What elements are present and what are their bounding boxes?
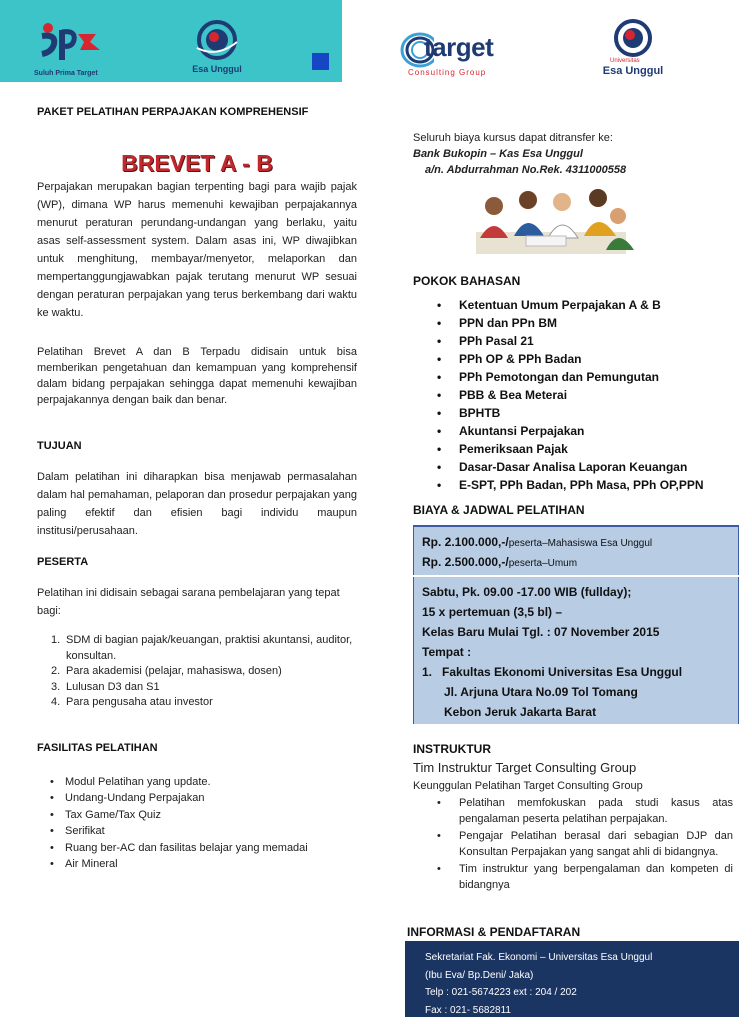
target-logo-sub: Consulting Group	[408, 68, 487, 77]
list-item: • Pemeriksaan Pajak	[413, 440, 733, 458]
list-item: 3. Lulusan D3 dan S1	[51, 680, 160, 693]
spt-logo-caption: Suluh Prima Target	[34, 70, 98, 77]
schedule-place: 1. Fakultas Ekonomi Universitas Esa Unggul	[422, 665, 683, 679]
list-item: • Serifikat	[37, 823, 357, 839]
list-item: • Modul Pelatihan yang update.	[37, 774, 357, 790]
fasilitas-heading: FASILITAS PELATIHAN	[37, 742, 158, 754]
schedule-address-1: Jl. Arjuna Utara No.09 Tol Tomang	[444, 685, 638, 699]
instruktur-team: Tim Instruktur Target Consulting Group	[413, 760, 637, 775]
target-logo-word: target	[424, 32, 494, 62]
spt-logo-mark	[38, 20, 102, 64]
target-consulting-logo	[398, 28, 502, 82]
price-row: Rp. 2.500.000,-/peserta–Umum	[422, 555, 578, 569]
tujuan-heading: TUJUAN	[37, 440, 82, 452]
info-line: Sekretariat Fak. Ekonomi – Universitas Esa Unggul	[425, 952, 653, 963]
schedule-start: Kelas Baru Mulai Tgl. : 07 November 2015	[422, 625, 660, 639]
instruktur-list	[413, 796, 733, 895]
tujuan-paragraph: Dalam pelatihan ini diharapkan bisa menjawab permasalahan dalam hal pemahaman, pelaporan dan prosedur perpajakan yang paling efektif dan efisien bagi individu maupun institusi/perusahaan.	[37, 471, 357, 537]
instruktur-keunggulan: Keunggulan Pelatihan Target Consulting Group	[413, 780, 643, 792]
info-heading: INFORMASI & PENDAFTARAN	[407, 925, 581, 939]
list-item: • PBB & Bea Meterai	[413, 386, 733, 404]
list-item: • PPh Pemotongan dan Pemungutan	[413, 368, 733, 386]
list-item: 1. SDM di bagian pajak/keuangan, praktisi akuntansi, auditor, konsultan.	[51, 634, 353, 662]
transfer-info	[413, 130, 733, 178]
biaya-heading: BIAYA & JADWAL PELATIHAN	[413, 503, 585, 517]
list-item: • Tax Game/Tax Quiz	[37, 807, 357, 823]
list-item: • Pengajar Pelatihan berasal dari sebagian DJP dan Konsultan Perpajakan yang sangat ahli di bidangnya.	[413, 829, 733, 860]
blue-square	[312, 53, 329, 70]
esa-unggul-emblem-icon	[191, 18, 243, 62]
esa-unggul-logo-left	[186, 18, 248, 78]
list-item: • PPh OP & PPh Badan	[413, 350, 733, 368]
info-line: Fax : 021- 5682811	[425, 1004, 511, 1016]
account-number: a/n. Abdurrahman No.Rek. 4311000558	[425, 164, 627, 176]
list-item: • Dasar-Dasar Analisa Laporan Keuangan	[413, 458, 733, 476]
info-line: (Ibu Eva/ Bp.Deni/ Jaka)	[425, 969, 534, 981]
list-item: • Undang-Undang Perpajakan	[37, 790, 357, 806]
esa-unggul-caption-left: Esa Unggul	[192, 64, 242, 74]
spt-logo	[34, 18, 114, 78]
peserta-heading: PESERTA	[37, 556, 89, 568]
pokok-heading: POKOK BAHASAN	[413, 274, 521, 288]
price-box	[413, 527, 739, 575]
info-line: Telp : 021-5674223 ext : 204 / 202	[425, 987, 577, 998]
students-photo	[466, 180, 638, 258]
list-item: 4. Para pengusaha atau investor	[51, 696, 213, 708]
instruktur-heading: INSTRUKTUR	[413, 742, 491, 756]
esa-unggul-caption-right: Esa Unggul	[602, 65, 664, 77]
intro-paragraph: Perpajakan merupakan bagian terpenting bagi para wajib pajak (WP), dimana WP harus memenuhi kewajiban perpajakannya menurut peraturan perundang-undangan yang berlaku, yaitu asas self-assessment system. Dalam asas ini, WP diwajibkan untuk menghitung, membayar/menyetor, melaporkan dan mempertanggungjawabkan pajak terutang menurut WP sesuai dengan peraturan perpajakan yang terus berkembang dari waktu ke waktu.	[37, 181, 357, 319]
brevet-title: BREVET A - B	[121, 150, 273, 176]
list-item: • Tim instruktur yang berpengalaman dan kompeten di bidangnya	[413, 862, 733, 893]
list-item: • PPh Pasal 21	[413, 332, 733, 350]
transfer-intro: Seluruh biaya kursus dapat ditransfer ke:	[413, 132, 613, 144]
fasilitas-list	[37, 774, 357, 872]
esa-unggul-logo-right	[598, 18, 668, 80]
list-item: • Air Mineral	[37, 856, 357, 872]
esa-unggul-sub-right: Universitas	[610, 58, 640, 64]
price-row: Rp. 2.100.000,-/peserta–Mahasiswa Esa Unggul	[422, 535, 653, 549]
schedule-sessions: 15 x pertemuan (3,5 bl) –	[422, 605, 563, 619]
list-item: • Ruang ber-AC dan fasilitas belajar yang memadai	[37, 840, 357, 856]
list-item: • PPN dan PPn BM	[413, 314, 733, 332]
paket-title: PAKET PELATIHAN PERPAJAKAN KOMPREHENSIF	[37, 106, 309, 118]
list-item: • BPHTB	[413, 404, 733, 422]
bank-name: Bank Bukopin – Kas Esa Unggul	[413, 148, 583, 160]
description-paragraph: Pelatihan Brevet A dan B Terpadu didisain untuk bisa memberikan pengetahuan dan kemampuan yang komprehensif dalam bidang perpajakan sehingga dapat memenuhi kewajiban perpajakannya dengan baik dan benar.	[37, 346, 357, 406]
pokok-list	[413, 296, 733, 494]
list-item: • E-SPT, PPh Badan, PPh Masa, PPh OP,PPN	[413, 476, 733, 494]
list-item: 2. Para akademisi (pelajar, mahasiswa, dosen)	[51, 665, 282, 677]
schedule-place-label: Tempat :	[422, 645, 472, 659]
list-item: • Pelatihan memfokuskan pada studi kasus atas pengalaman peserta pelatihan perpajakan.	[413, 796, 733, 827]
esa-unggul-emblem-right-icon	[610, 18, 656, 58]
schedule-day: Sabtu, Pk. 09.00 -17.00 WIB (fullday);	[422, 585, 632, 599]
peserta-paragraph: Pelatihan ini didisain sebagai sarana pembelajaran yang tepat bagi:	[37, 587, 340, 617]
peserta-list	[37, 633, 357, 711]
list-item: • Akuntansi Perpajakan	[413, 422, 733, 440]
list-item: • Ketentuan Umum Perpajakan A & B	[413, 296, 733, 314]
schedule-box	[413, 577, 739, 724]
schedule-address-2: Kebon Jeruk Jakarta Barat	[444, 705, 597, 719]
info-box	[405, 941, 739, 1017]
